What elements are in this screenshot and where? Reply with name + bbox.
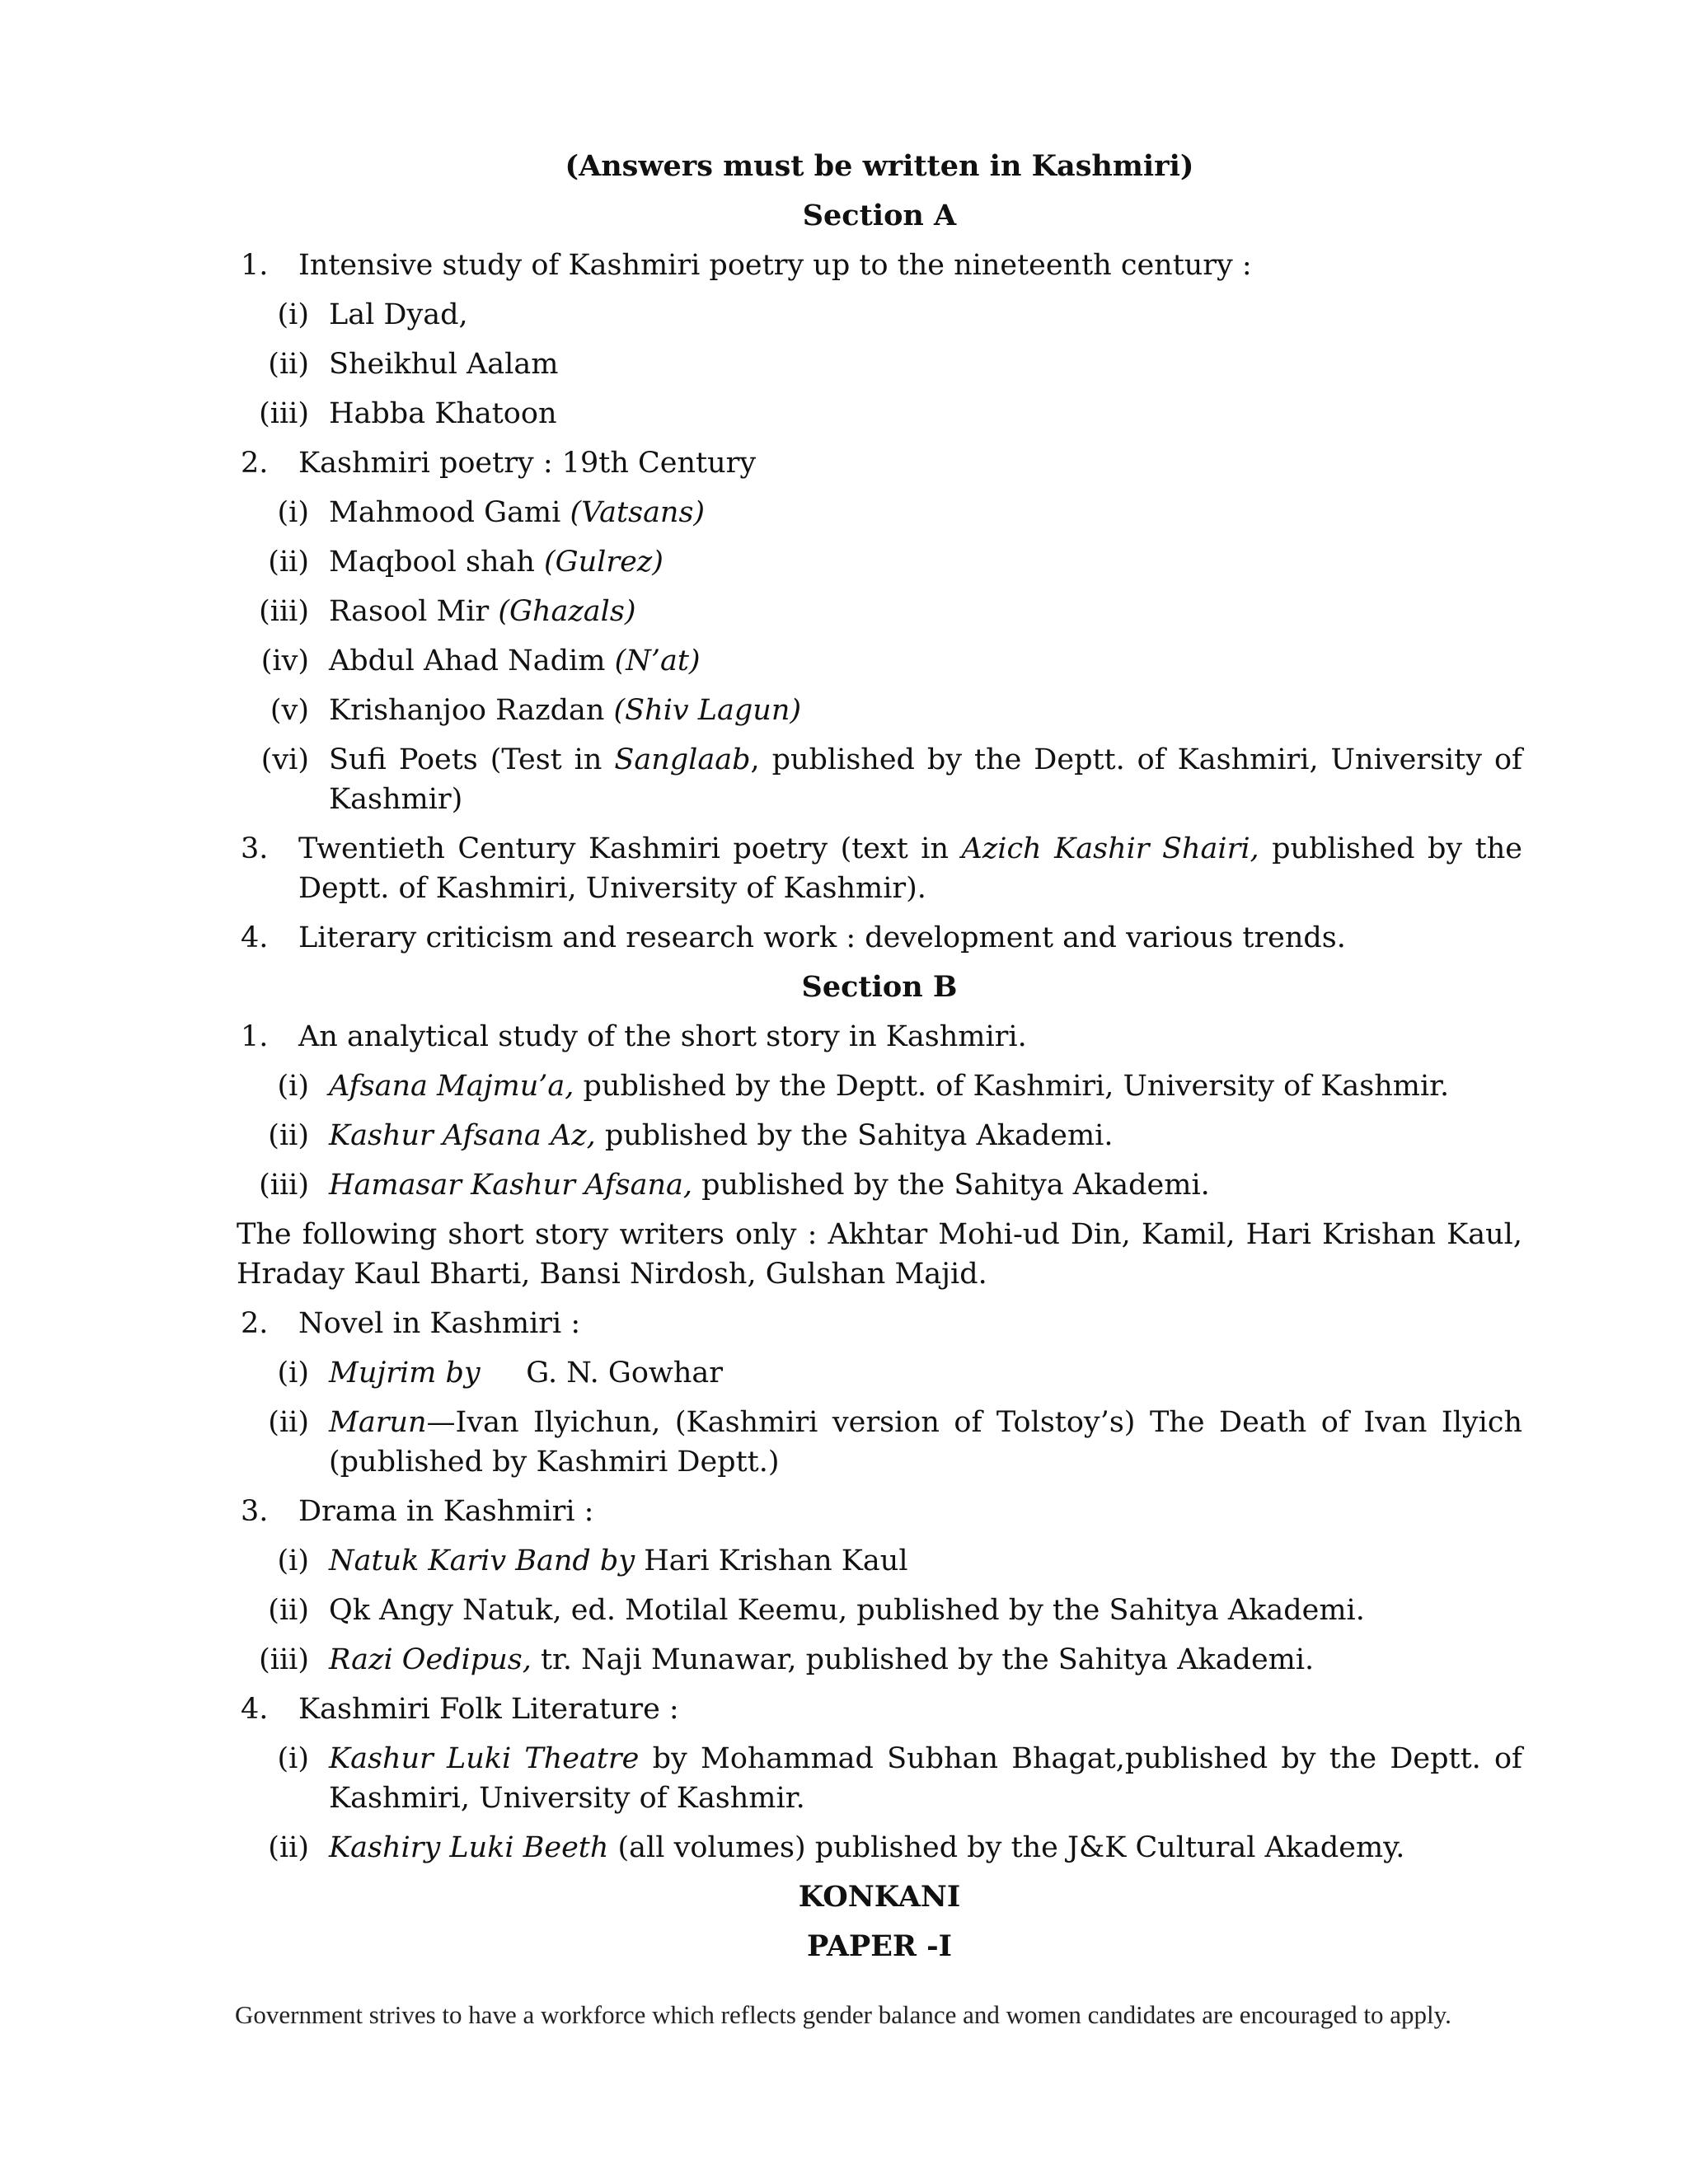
sub-number: (iii) [259, 397, 309, 430]
sub-item [237, 592, 1522, 631]
konkani-heading: KONKANI [798, 1880, 961, 1914]
sub-text-after: by Mohammad Subhan Bhagat,published by the Deptt. of Kashmiri, University of Kashmir. [329, 1742, 1522, 1815]
sub-item [237, 691, 1522, 730]
sub-italic: (Ghazals) [498, 595, 636, 628]
item-text: Literary criticism and research work : development and various trends. [298, 921, 1346, 954]
item-italic: Azich Kashir Shairi, [961, 832, 1259, 865]
sub-number: (i) [277, 1070, 309, 1103]
writers-paragraph: The following short story writers only : Akhtar Mohi-ud Din, Kamil, Hari Krishan Kaul, Hraday Kaul Bharti, Bansi Nirdosh, Gulshan Majid. [237, 1218, 1522, 1291]
sub-item [237, 1066, 1522, 1106]
sub-italic: Kashur Luki Theatre [329, 1742, 640, 1775]
sub-number: (i) [277, 1357, 309, 1390]
sub-text: Krishanjoo Razdan [329, 694, 614, 727]
item-text: Kashmiri poetry : 19th Century [298, 447, 757, 480]
sub-text-after: published by the Deptt. of Kashmiri, University of Kashmir. [574, 1070, 1450, 1103]
sub-item [237, 1591, 1522, 1630]
sub-text-after: tr. Naji Munawar, published by the Sahitya Akademi. [531, 1643, 1315, 1676]
footer-note: Government strives to have a workforce which reflects gender balance and women candidates are encouraged to apply. [235, 2000, 1451, 2029]
sub-text: Qk Angy Natuk, ed. Motilal Keemu, published by the Sahitya Akademi. [329, 1594, 1365, 1627]
sub-number: (iv) [260, 644, 309, 677]
sub-number: (vi) [260, 743, 309, 776]
sub-text: Mahmood Gami [329, 496, 570, 529]
answers-note: (Answers must be written in Kashmiri) [565, 149, 1194, 183]
sub-item [237, 394, 1522, 434]
sub-number: (ii) [268, 348, 309, 381]
item-text: Drama in Kashmiri : [298, 1495, 594, 1528]
paper-heading: PAPER -I [806, 1929, 953, 1963]
item-number: 3. [241, 1495, 269, 1528]
sub-item [237, 1640, 1522, 1680]
sub-item [237, 1116, 1522, 1155]
section-b-heading: Section B [801, 970, 958, 1004]
sub-item [237, 493, 1522, 532]
sub-item [237, 1541, 1522, 1581]
sub-number: (i) [277, 1544, 309, 1577]
item-number: 2. [241, 447, 269, 480]
section-b-item-3 [237, 1492, 1522, 1531]
section-a-item-2 [237, 443, 1522, 483]
section-a-heading: Section A [802, 199, 957, 232]
sub-italic: Sanglaab [614, 743, 751, 776]
item-number: 3. [241, 832, 269, 865]
sub-item [237, 1828, 1522, 1868]
sub-number: (ii) [268, 1594, 309, 1627]
sub-italic: Afsana Majmu’a, [329, 1070, 574, 1103]
item-number: 1. [241, 1020, 269, 1053]
item-text: An analytical study of the short story in Kashmiri. [298, 1020, 1027, 1053]
sub-number: (i) [277, 496, 309, 529]
sub-number: (i) [277, 1742, 309, 1775]
sub-number: (ii) [268, 546, 309, 579]
sub-italic: Marun [329, 1406, 427, 1439]
item-number: 4. [241, 1693, 269, 1726]
item-number: 1. [241, 249, 269, 282]
sub-text-after: —Ivan Ilyichun, (Kashmiri version of Tolstoy’s) The Death of Ivan Ilyich (published by Kashmiri Deptt.) [329, 1406, 1522, 1479]
section-b-item-4 [237, 1690, 1522, 1729]
sub-number: (ii) [268, 1831, 309, 1864]
sub-text: Sheikhul Aalam [329, 348, 559, 381]
item-text-after: published by the Deptt. of Kashmiri, University of Kashmir). [298, 832, 1522, 905]
sub-italic: (Shiv Lagun) [613, 694, 802, 727]
sub-italic: (N’at) [614, 644, 701, 677]
item-text: Intensive study of Kashmiri poetry up to the nineteenth century : [298, 249, 1252, 282]
sub-text: Maqbool shah [329, 546, 545, 579]
sub-text-after: , published by the Deptt. of Kashmiri, University of Kashmir) [329, 743, 1522, 816]
sub-number: (iii) [259, 595, 309, 628]
sub-italic: Natuk Kariv Band by [329, 1544, 635, 1577]
sub-text-after: G. N. Gowhar [480, 1357, 724, 1390]
sub-number: (iii) [259, 1169, 309, 1202]
section-a-item-1 [237, 246, 1522, 285]
section-b-item-1 [237, 1017, 1522, 1057]
item-text: Novel in Kashmiri : [298, 1307, 581, 1340]
item-text: Kashmiri Folk Literature : [298, 1693, 679, 1726]
sub-text-after: (all volumes) published by the J&K Cultural Akademy. [608, 1831, 1405, 1864]
sub-item [237, 1739, 1522, 1818]
sub-italic: Razi Oedipus, [329, 1643, 532, 1676]
section-a-item-3 [237, 829, 1522, 908]
sub-number: (ii) [268, 1119, 309, 1152]
sub-text-after: Hari Krishan Kaul [635, 1544, 908, 1577]
sub-italic: (Vatsans) [570, 496, 706, 529]
sub-number: (iii) [259, 1643, 309, 1676]
sub-number: (v) [270, 694, 309, 727]
sub-text-after: published by the Sahitya Akademi. [692, 1169, 1210, 1202]
document-body [237, 147, 1522, 1976]
sub-text: Habba Khatoon [329, 397, 557, 430]
item-number: 2. [241, 1307, 269, 1340]
sub-italic: Kashur Afsana Az, [329, 1119, 596, 1152]
sub-number: (i) [277, 298, 309, 331]
sub-number: (ii) [268, 1406, 309, 1439]
sub-item [237, 542, 1522, 582]
sub-text-after: published by the Sahitya Akademi. [595, 1119, 1114, 1152]
sub-text: Lal Dyad, [329, 298, 468, 331]
sub-item [237, 1353, 1522, 1393]
sub-text: Rasool Mir [329, 595, 499, 628]
sub-item [237, 295, 1522, 335]
item-number: 4. [241, 921, 269, 954]
sub-text: Sufi Poets (Test in [329, 743, 615, 776]
sub-text: Abdul Ahad Nadim [329, 644, 615, 677]
sub-item [237, 1165, 1522, 1205]
sub-italic: Mujrim by [329, 1357, 481, 1390]
sub-italic: Kashiry Luki Beeth [329, 1831, 609, 1864]
sub-italic: (Gulrez) [544, 546, 663, 579]
sub-italic: Hamasar Kashur Afsana, [329, 1169, 693, 1202]
sub-item [237, 641, 1522, 681]
item-text: Twentieth Century Kashmiri poetry (text in [298, 832, 962, 865]
section-b-item-2 [237, 1304, 1522, 1343]
sub-item [237, 1403, 1522, 1482]
sub-item [237, 344, 1522, 384]
sub-item [237, 740, 1522, 819]
section-a-item-4 [237, 918, 1522, 958]
